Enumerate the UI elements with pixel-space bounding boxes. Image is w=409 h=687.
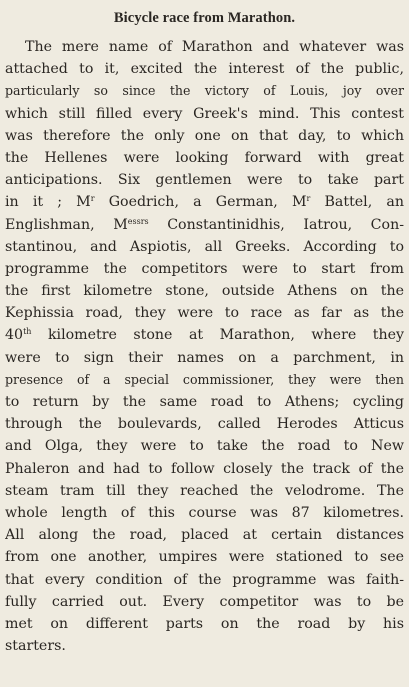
superscript: r bbox=[90, 194, 95, 204]
text-line: from one another, umpires were stationed to see bbox=[5, 549, 404, 566]
text-fragment: in it ; M bbox=[5, 194, 91, 211]
superscript: th bbox=[23, 327, 32, 337]
text-line: the first kilometre stone, outside Athens on the bbox=[5, 283, 404, 300]
superscript: essrs bbox=[127, 216, 149, 226]
text-line: programme the competitors were to start from bbox=[5, 260, 404, 277]
article-body bbox=[5, 36, 404, 657]
text-line: steam tram till they reached the velodrome. The bbox=[5, 482, 404, 499]
article-title: Bicycle race from Marathon. bbox=[113, 10, 296, 26]
text-line: the Hellenes were looking forward with great bbox=[5, 149, 404, 166]
text-line: Phaleron and had to follow closely the track of the bbox=[5, 460, 404, 477]
text-line: fully carried out. Every competitor was to be bbox=[5, 593, 404, 610]
text-line: which still filled every Greek's mind. This contest bbox=[5, 105, 404, 122]
text-line: All along the road, placed at certain distances bbox=[5, 527, 404, 544]
text-fragment: Englishman, M bbox=[5, 216, 128, 233]
text-line: anticipations. Six gentlemen were to take part bbox=[5, 172, 404, 189]
text-fragment: Goedrich, a German, M bbox=[94, 194, 307, 211]
text-line-with-superscripts bbox=[5, 324, 404, 346]
text-line-with-superscripts bbox=[5, 214, 404, 236]
text-fragment: kilometre stone at Marathon, where they bbox=[31, 327, 404, 344]
text-line: Kephissia road, they were to race as far as the bbox=[5, 305, 404, 322]
text-line: through the boulevards, called Herodes Atticus bbox=[5, 416, 404, 433]
text-line: and Olga, they were to take the road to New bbox=[5, 438, 404, 455]
text-line: whole length of this course was 87 kilometres. bbox=[5, 504, 404, 521]
text-line: presence of a special commissioner, they were then bbox=[5, 371, 404, 387]
text-line: to return by the same road to Athens; cycling bbox=[5, 394, 404, 410]
text-fragment: Constantinidhis, Iatrou, Con- bbox=[148, 216, 404, 233]
text-line: attached to it, excited the interest of the public, bbox=[5, 61, 404, 78]
text-line: particularly so since the victory of Louis, joy over bbox=[5, 83, 404, 99]
text-line: met on different parts on the road by his bbox=[5, 615, 404, 632]
text-line: was therefore the only one on that day, to which bbox=[5, 127, 404, 144]
text-fragment: Battel, an bbox=[310, 194, 404, 211]
text-line: were to sign their names on a parchment, in bbox=[5, 349, 404, 366]
text-line: stantinou, and Aspiotis, all Greeks. According to bbox=[5, 238, 404, 255]
text-line: that every condition of the programme was faith- bbox=[5, 571, 404, 588]
text-line-with-superscripts bbox=[5, 191, 404, 213]
text-line: The mere name of Marathon and whatever was bbox=[25, 39, 404, 55]
text-fragment: 40 bbox=[5, 327, 24, 344]
text-line: starters. bbox=[5, 638, 66, 655]
superscript: r bbox=[306, 194, 311, 204]
